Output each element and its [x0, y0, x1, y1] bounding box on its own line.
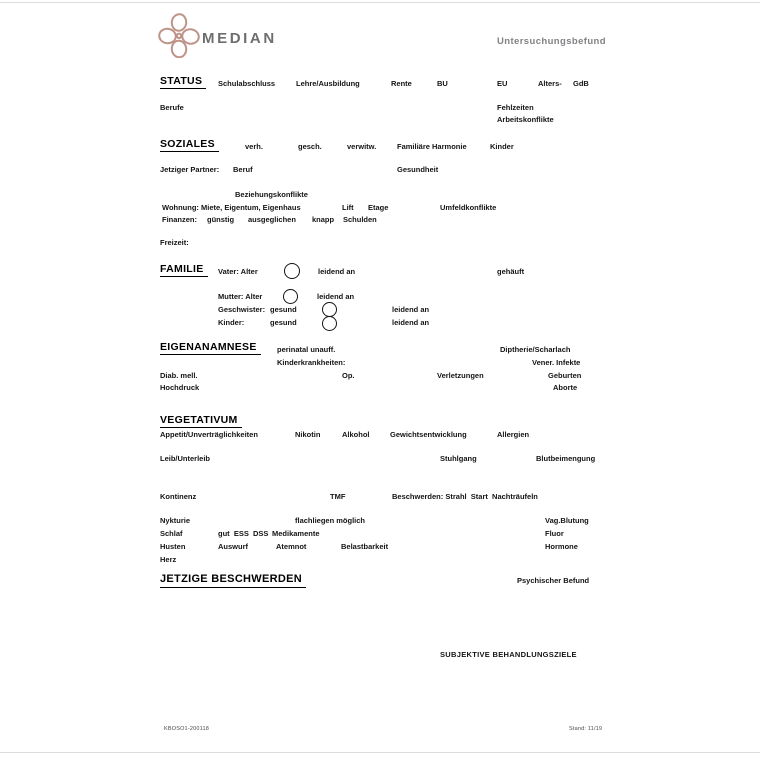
label-auswurf: Auswurf — [218, 542, 248, 551]
label-kinder-leidend-an: leidend an — [392, 318, 430, 327]
label-op: Op. — [342, 371, 355, 380]
geschwister-status-circle — [322, 302, 337, 317]
label-fehlzeiten: Fehlzeiten — [497, 103, 534, 112]
label-arbeitskonflikte: Arbeitskonflikte — [497, 115, 554, 124]
label-geschwister-gesund: gesund — [270, 305, 297, 314]
label-berufe: Berufe — [160, 103, 184, 112]
label-rente: Rente — [391, 79, 412, 88]
label-allergien: Allergien — [497, 430, 530, 439]
label-belastbarkeit: Belastbarkeit — [341, 542, 389, 551]
label-stuhlgang: Stuhlgang — [440, 454, 477, 463]
label-atemnot: Atemnot — [276, 542, 307, 551]
label-tmf: TMF — [330, 492, 346, 501]
label-schlaf: Schlaf — [160, 529, 183, 538]
page-top-edge — [0, 2, 760, 3]
label-kinder-familie: Kinder: — [218, 318, 245, 327]
label-ausgeglichen: ausgeglichen — [248, 215, 296, 224]
label-freizeit: Freizeit: — [160, 238, 189, 247]
label-vener-infekte: Vener. Infekte — [532, 358, 581, 367]
label-etage: Etage — [368, 203, 389, 212]
brand-wordmark: MEDIAN — [202, 30, 277, 47]
label-eu: EU — [497, 79, 508, 88]
label-gdb: GdB — [573, 79, 589, 88]
label-bu: BU — [437, 79, 448, 88]
median-flower-icon — [158, 13, 200, 63]
soziales-heading: SOZIALES — [160, 139, 219, 152]
kinder-status-circle — [322, 316, 337, 331]
stand-version: Stand: 11/19 — [569, 726, 603, 732]
label-gut-ess-dss: gut ESS DSS — [218, 529, 269, 538]
label-knapp: knapp — [312, 215, 335, 224]
label-lehre-ausbildung: Lehre/Ausbildung — [296, 79, 360, 88]
label-mutter-alter: Mutter: Alter — [218, 292, 263, 301]
mutter-status-circle — [283, 289, 298, 304]
label-gewichtsentwicklung: Gewichtsentwicklung — [390, 430, 467, 439]
label-medikamente: Medikamente — [272, 529, 320, 538]
label-psychischer-befund: Psychischer Befund — [517, 576, 590, 585]
label-hochdruck: Hochdruck — [160, 383, 200, 392]
label-beziehungskonflikte: Beziehungskonflikte — [235, 190, 308, 199]
vater-status-circle — [284, 263, 300, 279]
label-alters: Alters- — [538, 79, 562, 88]
document-title: Untersuchungsbefund — [497, 36, 606, 47]
label-kinder-gesund: gesund — [270, 318, 297, 327]
label-diptherie-scharlach: Diptherie/Scharlach — [500, 345, 571, 354]
label-jetziger-partner: Jetziger Partner: — [160, 165, 220, 174]
form-code: KBOSO1-200118 — [164, 726, 209, 732]
label-verwitw: verwitw. — [347, 142, 377, 151]
label-kontinenz: Kontinenz — [160, 492, 197, 501]
label-husten: Husten — [160, 542, 186, 551]
label-finanzen: Finanzen: — [162, 215, 197, 224]
label-vater-alter: Vater: Alter — [218, 267, 258, 276]
label-beruf: Beruf — [233, 165, 253, 174]
label-verh: verh. — [245, 142, 263, 151]
label-nykturie: Nykturie — [160, 516, 191, 525]
label-vater-leidend-an: leidend an — [318, 267, 356, 276]
label-beschwerden-strahl: Beschwerden: Strahl Start Nachträufeln — [392, 492, 538, 501]
label-leib-unterleib: Leib/Unterleib — [160, 454, 211, 463]
eigenanamnese-heading: EIGENANAMNESE — [160, 342, 261, 355]
label-flachliegen: flachliegen möglich — [295, 516, 366, 525]
label-geschwister: Geschwister: — [218, 305, 266, 314]
label-blutbeimengung: Blutbeimengung — [536, 454, 596, 463]
label-familiaere-harmonie: Familiäre Harmonie — [397, 142, 467, 151]
label-diab-mell: Diab. mell. — [160, 371, 198, 380]
label-subjektive-behandlungsziele: SUBJEKTIVE BEHANDLUNGSZIELE — [440, 650, 577, 659]
label-gehaeuft: gehäuft — [497, 267, 525, 276]
label-appetit: Appetit/Unverträglichkeiten — [160, 430, 258, 439]
label-guenstig: günstig — [207, 215, 235, 224]
label-fluor: Fluor — [545, 529, 564, 538]
familie-heading: FAMILIE — [160, 264, 208, 277]
label-vag-blutung: Vag.Blutung — [545, 516, 589, 525]
label-nikotin: Nikotin — [295, 430, 321, 439]
label-lift: Lift — [342, 203, 354, 212]
label-mutter-leidend-an: leidend an — [317, 292, 355, 301]
label-wohnung: Wohnung: Miete, Eigentum, Eigenhaus — [162, 203, 301, 212]
label-gesch: gesch. — [298, 142, 322, 151]
label-aborte: Aborte — [553, 383, 578, 392]
label-kinderkrankheiten: Kinderkrankheiten: — [277, 358, 346, 367]
label-geburten: Geburten — [548, 371, 582, 380]
label-perinatal: perinatal unauff. — [277, 345, 336, 354]
page-bottom-edge — [0, 752, 760, 753]
label-gesundheit: Gesundheit — [397, 165, 439, 174]
label-umfeldkonflikte: Umfeldkonflikte — [440, 203, 497, 212]
vegetativum-heading: VEGETATIVUM — [160, 415, 242, 428]
jetzige-beschwerden-heading: JETZIGE BESCHWERDEN — [160, 574, 306, 588]
label-kinder: Kinder — [490, 142, 514, 151]
label-schulden: Schulden — [343, 215, 377, 224]
label-hormone: Hormone — [545, 542, 578, 551]
label-geschwister-leidend-an: leidend an — [392, 305, 430, 314]
status-heading: STATUS — [160, 76, 206, 89]
label-verletzungen: Verletzungen — [437, 371, 484, 380]
label-alkohol: Alkohol — [342, 430, 370, 439]
label-herz: Herz — [160, 555, 177, 564]
label-schulabschluss: Schulabschluss — [218, 79, 276, 88]
